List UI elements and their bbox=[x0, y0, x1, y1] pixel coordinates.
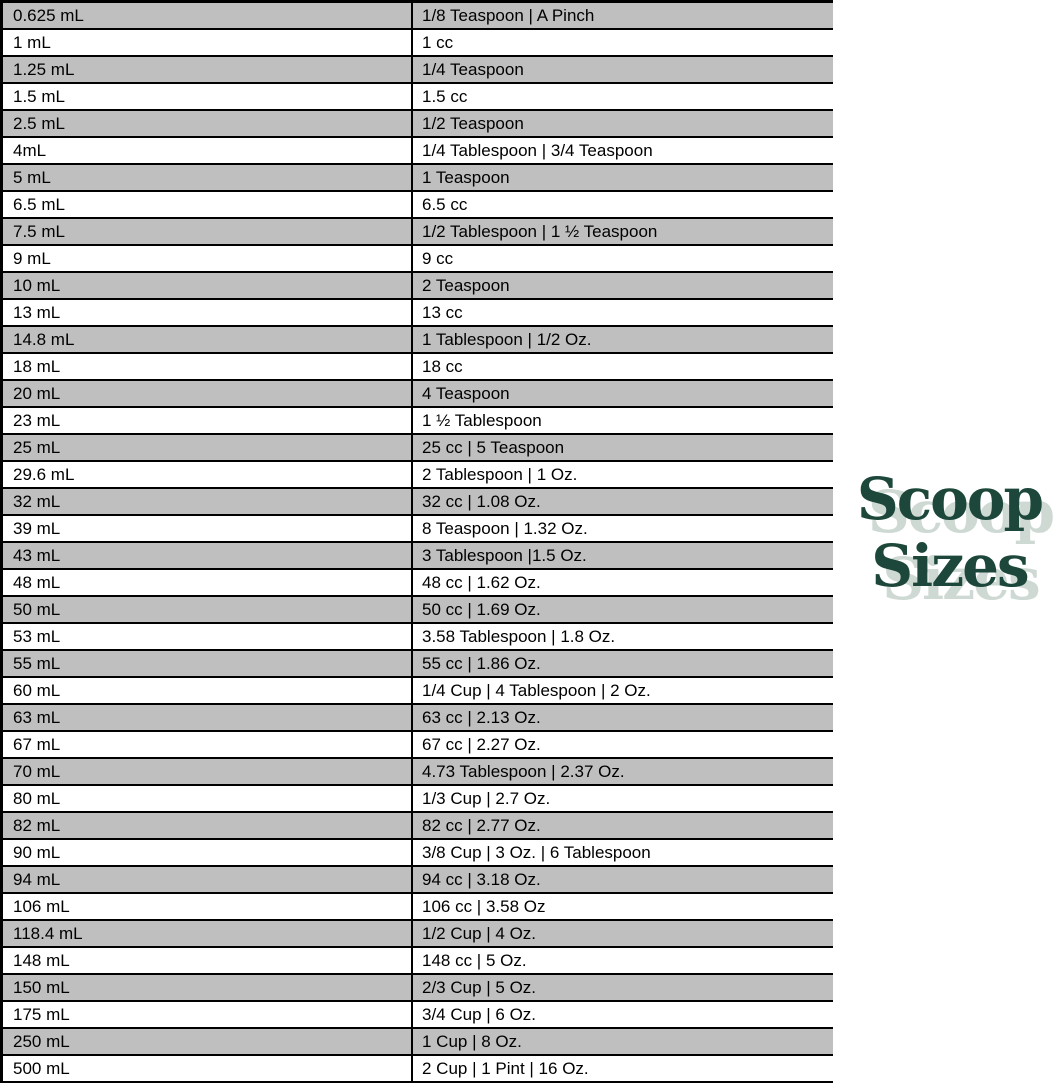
table-row bbox=[3, 3, 833, 30]
ml-cell: 60 mL bbox=[3, 678, 413, 703]
table-row bbox=[3, 327, 833, 354]
conversion-cell: 4.73 Tablespoon | 2.37 Oz. bbox=[422, 761, 625, 781]
conversion-cell: 3/4 Cup | 6 Oz. bbox=[422, 1004, 537, 1024]
ml-cell: 50 mL bbox=[3, 597, 413, 622]
table-row bbox=[3, 570, 833, 597]
logo-line-scoop: Scoop bbox=[856, 465, 1043, 533]
table-row bbox=[3, 408, 833, 435]
table-row bbox=[3, 138, 833, 165]
conversion-cell: 4 Teaspoon bbox=[422, 383, 510, 403]
ml-cell: 1.5 mL bbox=[3, 84, 413, 109]
table-row bbox=[3, 246, 833, 273]
conversion-cell: 13 cc bbox=[422, 302, 463, 322]
ml-cell: 106 mL bbox=[3, 894, 413, 919]
ml-cell: 25 mL bbox=[3, 435, 413, 460]
ml-cell: 13 mL bbox=[3, 300, 413, 325]
ml-cell: 1.25 mL bbox=[3, 57, 413, 82]
table-row bbox=[3, 867, 833, 894]
ml-cell: 23 mL bbox=[3, 408, 413, 433]
conversion-cell: 1/4 Tablespoon | 3/4 Teaspoon bbox=[422, 140, 653, 160]
ml-cell: 80 mL bbox=[3, 786, 413, 811]
ml-cell: 7.5 mL bbox=[3, 219, 413, 244]
conversion-cell: 3/8 Cup | 3 Oz. | 6 Tablespoon bbox=[422, 842, 651, 862]
conversion-cell: 1.5 cc bbox=[422, 86, 468, 106]
table-row bbox=[3, 111, 833, 138]
table-row bbox=[3, 273, 833, 300]
ml-cell: 5 mL bbox=[3, 165, 413, 190]
conversion-cell: 8 Teaspoon | 1.32 Oz. bbox=[422, 518, 588, 538]
ml-cell: 118.4 mL bbox=[3, 921, 413, 946]
table-row bbox=[3, 84, 833, 111]
conversion-cell: 1/3 Cup | 2.7 Oz. bbox=[422, 788, 551, 808]
ml-cell: 9 mL bbox=[3, 246, 413, 271]
table-row bbox=[3, 651, 833, 678]
conversion-cell: 3 Tablespoon |1.5 Oz. bbox=[422, 545, 587, 565]
ml-cell: 82 mL bbox=[3, 813, 413, 838]
conversion-cell: 55 cc | 1.86 Oz. bbox=[422, 653, 541, 673]
ml-cell: 43 mL bbox=[3, 543, 413, 568]
table-row bbox=[3, 840, 833, 867]
table-row bbox=[3, 1056, 833, 1083]
conversion-cell: 1/2 Teaspoon bbox=[422, 113, 524, 133]
ml-cell: 148 mL bbox=[3, 948, 413, 973]
table-row bbox=[3, 354, 833, 381]
table-row bbox=[3, 300, 833, 327]
conversion-cell: 94 cc | 3.18 Oz. bbox=[422, 869, 541, 889]
table-row bbox=[3, 30, 833, 57]
conversion-cell: 1 cc bbox=[422, 32, 454, 52]
conversion-cell: 48 cc | 1.62 Oz. bbox=[422, 572, 541, 592]
ml-cell: 90 mL bbox=[3, 840, 413, 865]
conversion-cell: 1/8 Teaspoon | A Pinch bbox=[422, 5, 595, 25]
ml-cell: 94 mL bbox=[3, 867, 413, 892]
ml-cell: 10 mL bbox=[3, 273, 413, 298]
table-row bbox=[3, 165, 833, 192]
logo-line-sizes: Sizes bbox=[871, 532, 1028, 600]
conversion-cell: 148 cc | 5 Oz. bbox=[422, 950, 527, 970]
table-row bbox=[3, 678, 833, 705]
conversion-cell: 1/2 Tablespoon | 1 ½ Teaspoon bbox=[422, 221, 658, 241]
conversion-cell: 25 cc | 5 Teaspoon bbox=[422, 437, 565, 457]
table-row bbox=[3, 1002, 833, 1029]
conversion-cell: 63 cc | 2.13 Oz. bbox=[422, 707, 541, 727]
table-row bbox=[3, 597, 833, 624]
conversion-cell: 1/4 Teaspoon bbox=[422, 59, 524, 79]
conversion-cell: 1 ½ Tablespoon bbox=[422, 410, 542, 430]
table-row bbox=[3, 192, 833, 219]
conversion-cell: 3.58 Tablespoon | 1.8 Oz. bbox=[422, 626, 616, 646]
table-row bbox=[3, 759, 833, 786]
conversion-cell: 2 Teaspoon bbox=[422, 275, 510, 295]
table-row bbox=[3, 219, 833, 246]
ml-cell: 48 mL bbox=[3, 570, 413, 595]
table-row bbox=[3, 786, 833, 813]
ml-cell: 20 mL bbox=[3, 381, 413, 406]
table-row bbox=[3, 489, 833, 516]
table-row bbox=[3, 543, 833, 570]
table-row bbox=[3, 894, 833, 921]
ml-cell: 70 mL bbox=[3, 759, 413, 784]
table-row bbox=[3, 381, 833, 408]
ml-cell: 29.6 mL bbox=[3, 462, 413, 487]
ml-cell: 32 mL bbox=[3, 489, 413, 514]
conversion-cell: 2 Tablespoon | 1 Oz. bbox=[422, 464, 578, 484]
table-row bbox=[3, 921, 833, 948]
table-row bbox=[3, 624, 833, 651]
ml-cell: 6.5 mL bbox=[3, 192, 413, 217]
conversion-cell: 106 cc | 3.58 Oz bbox=[422, 896, 546, 916]
conversion-cell: 82 cc | 2.77 Oz. bbox=[422, 815, 541, 835]
scoop-sizes-logo bbox=[836, 466, 1063, 600]
conversion-cell: 32 cc | 1.08 Oz. bbox=[422, 491, 541, 511]
ml-cell: 14.8 mL bbox=[3, 327, 413, 352]
conversion-cell: 1 Tablespoon | 1/2 Oz. bbox=[422, 329, 592, 349]
table-row bbox=[3, 975, 833, 1002]
ml-cell: 150 mL bbox=[3, 975, 413, 1000]
ml-cell: 67 mL bbox=[3, 732, 413, 757]
conversion-cell: 2/3 Cup | 5 Oz. bbox=[422, 977, 537, 997]
conversion-cell: 6.5 cc bbox=[422, 194, 468, 214]
table-row bbox=[3, 948, 833, 975]
table-row bbox=[3, 1029, 833, 1056]
conversion-cell: 1/2 Cup | 4 Oz. bbox=[422, 923, 537, 943]
table-row bbox=[3, 705, 833, 732]
ml-cell: 4mL bbox=[3, 138, 413, 163]
conversion-cell: 18 cc bbox=[422, 356, 463, 376]
table-row bbox=[3, 516, 833, 543]
ml-cell: 250 mL bbox=[3, 1029, 413, 1054]
conversion-cell: 50 cc | 1.69 Oz. bbox=[422, 599, 541, 619]
conversion-cell: 67 cc | 2.27 Oz. bbox=[422, 734, 541, 754]
conversion-cell: 1 Teaspoon bbox=[422, 167, 510, 187]
ml-cell: 63 mL bbox=[3, 705, 413, 730]
ml-cell: 0.625 mL bbox=[3, 3, 413, 28]
ml-cell: 39 mL bbox=[3, 516, 413, 541]
ml-cell: 55 mL bbox=[3, 651, 413, 676]
ml-cell: 175 mL bbox=[3, 1002, 413, 1027]
conversion-cell: 1 Cup | 8 Oz. bbox=[422, 1031, 522, 1051]
ml-cell: 2.5 mL bbox=[3, 111, 413, 136]
table-row bbox=[3, 813, 833, 840]
table-row bbox=[3, 435, 833, 462]
conversion-cell: 2 Cup | 1 Pint | 16 Oz. bbox=[422, 1058, 589, 1078]
table-row bbox=[3, 732, 833, 759]
ml-cell: 1 mL bbox=[3, 30, 413, 55]
ml-cell: 500 mL bbox=[3, 1056, 413, 1081]
conversion-cell: 9 cc bbox=[422, 248, 454, 268]
conversion-cell: 1/4 Cup | 4 Tablespoon | 2 Oz. bbox=[422, 680, 651, 700]
ml-cell: 18 mL bbox=[3, 354, 413, 379]
ml-cell: 53 mL bbox=[3, 624, 413, 649]
table-row bbox=[3, 462, 833, 489]
table-row bbox=[3, 57, 833, 84]
